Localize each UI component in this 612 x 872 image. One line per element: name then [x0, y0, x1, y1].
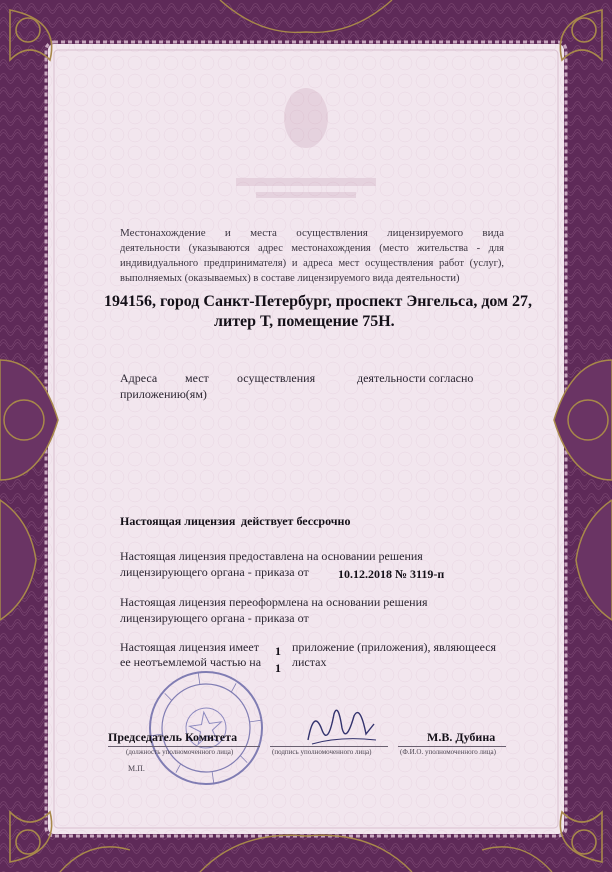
basis-order: 10.12.2018 № 3119-п [338, 567, 445, 581]
attachments-line-2b: листах [292, 655, 327, 669]
attachments-sheets: 1 [275, 661, 281, 675]
validity-value: действует бессрочно [241, 514, 351, 528]
header-line-3: индивидуального предпринимателя) и адреса мест осуществления работ (услуг), [120, 258, 504, 269]
address-line-2: литер Т, помещение 75Н. [214, 313, 395, 330]
basis-line-2: лицензирующего органа - приказа от [120, 565, 309, 579]
signature-caption: (подпись уполномоченного лица) [272, 748, 372, 756]
places-word-2: мест [185, 371, 209, 385]
basis-line-1: Настоящая лицензия предоставлена на основании решения [120, 549, 423, 563]
attachments-line-1a: Настоящая лицензия имеет [120, 640, 259, 654]
position-underline [108, 746, 260, 747]
reissue-line-2: лицензирующего органа - приказа от [120, 611, 309, 625]
official-seal [138, 660, 274, 796]
places-word-4: деятельности согласно [357, 371, 474, 385]
header-line-2: деятельности (указываются адрес местонахождения (место жительства - для [120, 243, 504, 254]
address-line-1: 194156, город Санкт-Петербург, проспект Энгельса, дом 27, [104, 293, 532, 310]
name-underline [398, 746, 506, 747]
places-word-1: Адреса [120, 371, 158, 385]
mp-label: М.П. [128, 764, 145, 773]
name-caption: (Ф.И.О. уполномоченного лица) [400, 748, 496, 756]
attachments-count: 1 [275, 644, 281, 658]
signature-underline [270, 746, 388, 747]
attachments-line-2a: ее неотъемлемой частью на [120, 655, 262, 669]
header-line-4: выполняемых (оказываемых) в составе лицензируемого вида деятельности) [120, 273, 460, 284]
validity-label: Настоящая лицензия [120, 514, 236, 528]
places-word-3: осуществления [237, 371, 316, 385]
signer-position: Председатель Комитета [108, 730, 238, 744]
signature-mark [300, 700, 380, 750]
signer-name: М.В. Дубина [427, 730, 496, 744]
reissue-line-1: Настоящая лицензия переоформлена на основании решения [120, 595, 428, 609]
places-line-2: приложению(ям) [120, 387, 207, 401]
position-caption: (должность уполномоченного лица) [126, 748, 234, 756]
header-line-1: Местонахождение и места осуществления лицензируемого вида [120, 227, 504, 239]
attachments-line-1b: приложение (приложения), являющееся [292, 640, 497, 654]
